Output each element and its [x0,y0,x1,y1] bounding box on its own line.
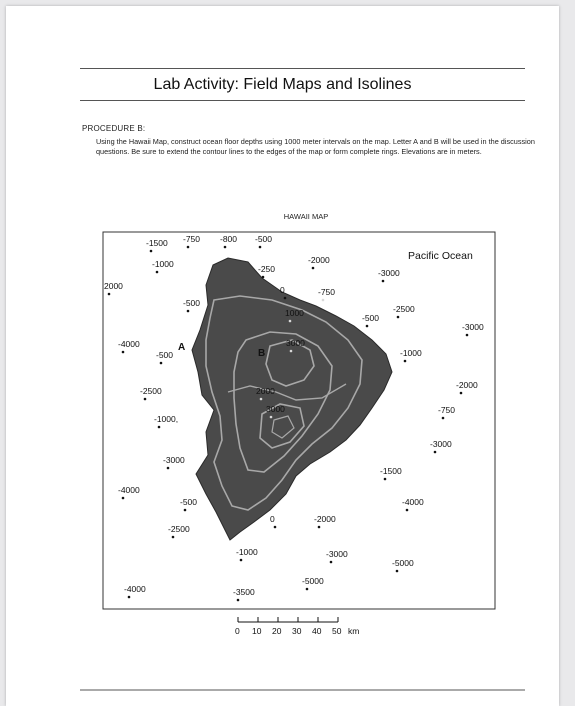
depth-label: -750 [438,405,456,415]
depth-label: -1000, [154,414,179,424]
depth-label: -500 [183,298,201,308]
depth-label: -3000 [163,455,185,465]
depth-label: -3000 [462,322,484,332]
depth-label: -2000 [308,255,330,265]
depth-label: -3000 [378,268,400,278]
depth-label: -3000 [430,439,452,449]
depth-label: -5000 [392,558,414,568]
sample-point [306,588,309,591]
sample-point [128,596,131,599]
sample-point [262,276,265,279]
scale-tick-10: 10 [252,626,262,636]
sample-point [122,497,125,500]
scale-unit: km [348,626,360,636]
sample-point [312,267,315,270]
depth-label: 0 [280,285,285,295]
sample-point [274,526,277,529]
scale-tick-50: 50 [332,626,342,636]
depth-label: 2000 [104,281,123,291]
sample-point [224,246,227,249]
sample-point [322,299,325,302]
depth-label: -500 [255,234,273,244]
map-scale-bar [235,617,359,636]
sample-point [404,360,407,363]
sample-point [434,451,437,454]
sample-point [382,280,385,283]
depth-label: -500 [180,497,198,507]
depth-label: -5000 [302,576,324,586]
depth-label: -3500 [233,587,255,597]
depth-label: -800 [220,234,238,244]
sample-point [144,398,147,401]
sample-point [172,536,175,539]
depth-label: 3000 [266,404,285,414]
scale-tick-0: 0 [235,626,240,636]
sample-point [240,559,243,562]
depth-label: -750 [318,287,336,297]
depth-label: -4000 [118,339,140,349]
scale-tick-40: 40 [312,626,322,636]
sample-point [158,426,161,429]
depth-label: -2500 [393,304,415,314]
page-title: Lab Activity: Field Maps and Isolines [153,76,412,93]
depth-label: -1000 [152,259,174,269]
depth-label: 0 [270,514,275,524]
sample-point [466,334,469,337]
sample-point [237,599,240,602]
map-title: HAWAII MAP [283,212,329,221]
procedure-heading: PROCEDURE B: [82,124,146,133]
depth-label: -4000 [124,584,146,594]
sample-point [284,297,287,300]
scale-tick-30: 30 [292,626,302,636]
sample-point [318,526,321,529]
depth-label: -500 [156,350,174,360]
sample-point [396,570,399,573]
depth-label: -2500 [140,386,162,396]
depth-label: -1000 [400,348,422,358]
sample-point [108,293,111,296]
sample-point [167,467,170,470]
depth-label: -2500 [168,524,190,534]
sample-point [187,246,190,249]
sample-point [330,561,333,564]
depth-label: 2000 [256,386,275,396]
depth-label: -1500 [380,466,402,476]
scale-tick-20: 20 [272,626,282,636]
depth-label: -500 [362,313,380,323]
sample-point [397,316,400,319]
sample-point [289,320,292,323]
sample-point [290,350,293,353]
depth-label: -750 [183,234,201,244]
sample-point [442,417,445,420]
letter-a-label: A [178,342,186,353]
sample-point [460,392,463,395]
sample-point [122,351,125,354]
sample-point [270,416,273,419]
depth-label: -4000 [118,485,140,495]
depth-label: 1000 [285,308,304,318]
sample-point [406,509,409,512]
sample-point [260,398,263,401]
sample-point [156,271,159,274]
sample-point [160,362,163,365]
depth-label: -1500 [146,238,168,248]
depth-label: -3000 [326,549,348,559]
depth-label: -1000 [236,547,258,557]
depth-label: 3000 [286,338,305,348]
letter-b-label: B [258,348,266,359]
sample-point [259,246,262,249]
sample-point [366,325,369,328]
sample-point [187,310,190,313]
pacific-ocean-label: Pacific Ocean [408,250,473,262]
depth-label: -250 [258,264,276,274]
sample-point [150,250,153,253]
depth-label: -2000 [314,514,336,524]
sample-point [384,478,387,481]
procedure-text: Using the Hawaii Map, construct ocean floor depths using 1000 meter intervals on the map. Letter A and B will be used in the discussion questions. Be sure to extend the contour lines to the edges of the map or form complete rings. Elevations are in meters. [96,137,535,156]
sample-point [184,509,187,512]
depth-label: -4000 [402,497,424,507]
depth-label: -2000 [456,380,478,390]
